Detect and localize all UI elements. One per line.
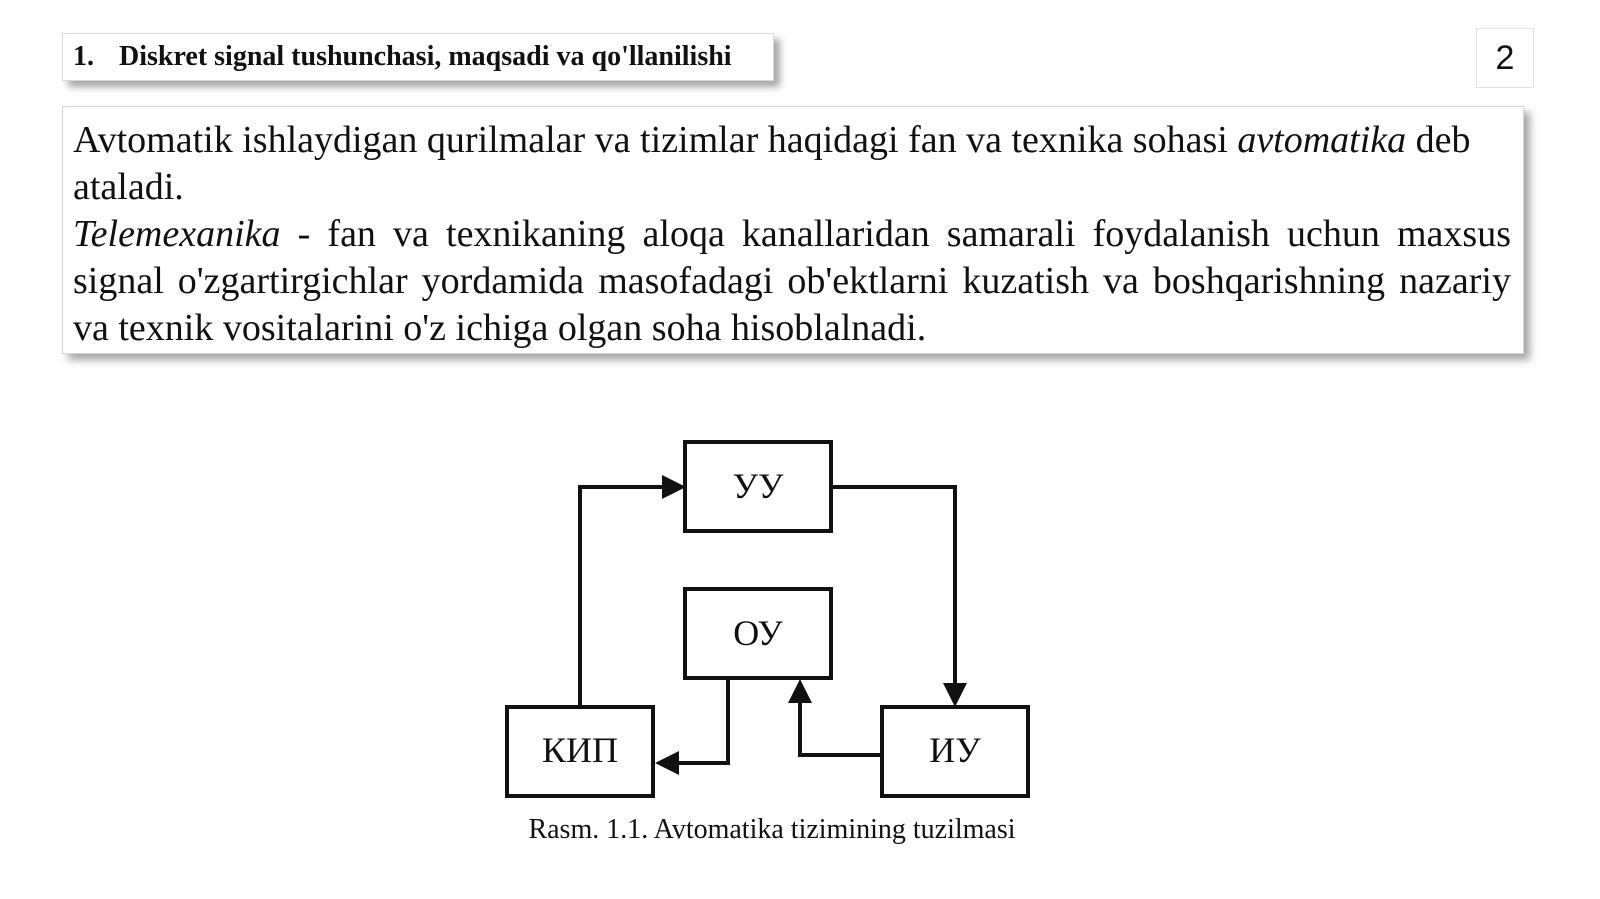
arrowhead-ou-to-kip [655, 751, 679, 775]
node-measuring-device [507, 707, 653, 796]
edge-kip-to-uu [580, 487, 676, 707]
automation-definition-text: Avtomatik ishlaydigan qurilmalar va tizimlar haqidagi fan va texnika sohasi [73, 119, 1228, 161]
node-control-unit [685, 442, 831, 531]
node-control-object [685, 589, 831, 678]
node-label-control-object: ОУ [733, 613, 783, 653]
node-actuator [882, 707, 1028, 796]
figure-caption: Rasm. 1.1. Avtomatika tizimining tuzilmasi [528, 814, 1016, 845]
edge-ou-to-kip [668, 679, 728, 763]
section-title: Diskret signal tushunchasi, maqsadi va qo'llanilishi [119, 41, 732, 72]
edge-uu-to-iu [832, 487, 955, 694]
arrowhead-uu-to-iu [943, 683, 967, 707]
automation-definition-ending: deb ataladi. [73, 119, 1471, 208]
arrowhead-kip-to-uu [662, 475, 686, 499]
section-number: 1. [73, 41, 94, 72]
telemechanics-definition-text: - fan va texnikaning aloqa kanallaridan samarali foydalanish uchun maxsus signal o'zgartirgichlar yordamida masofadagi ob'ektlarni kuzatish va boshqarishning nazariy va texnik vositalarini o'z ichiga olgan soha hisoblalnadi. [73, 213, 1511, 349]
node-label-control-unit: УУ [732, 466, 784, 506]
arrowhead-iu-to-ou [788, 679, 812, 703]
node-label-measuring-device: КИП [541, 730, 619, 770]
node-label-actuator: ИУ [929, 730, 981, 770]
term-telemechanics: Telemexanika [73, 213, 281, 255]
term-automation: avtomatika [1237, 119, 1407, 161]
edge-iu-to-ou [800, 692, 881, 755]
page-number: 2 [1476, 28, 1534, 88]
